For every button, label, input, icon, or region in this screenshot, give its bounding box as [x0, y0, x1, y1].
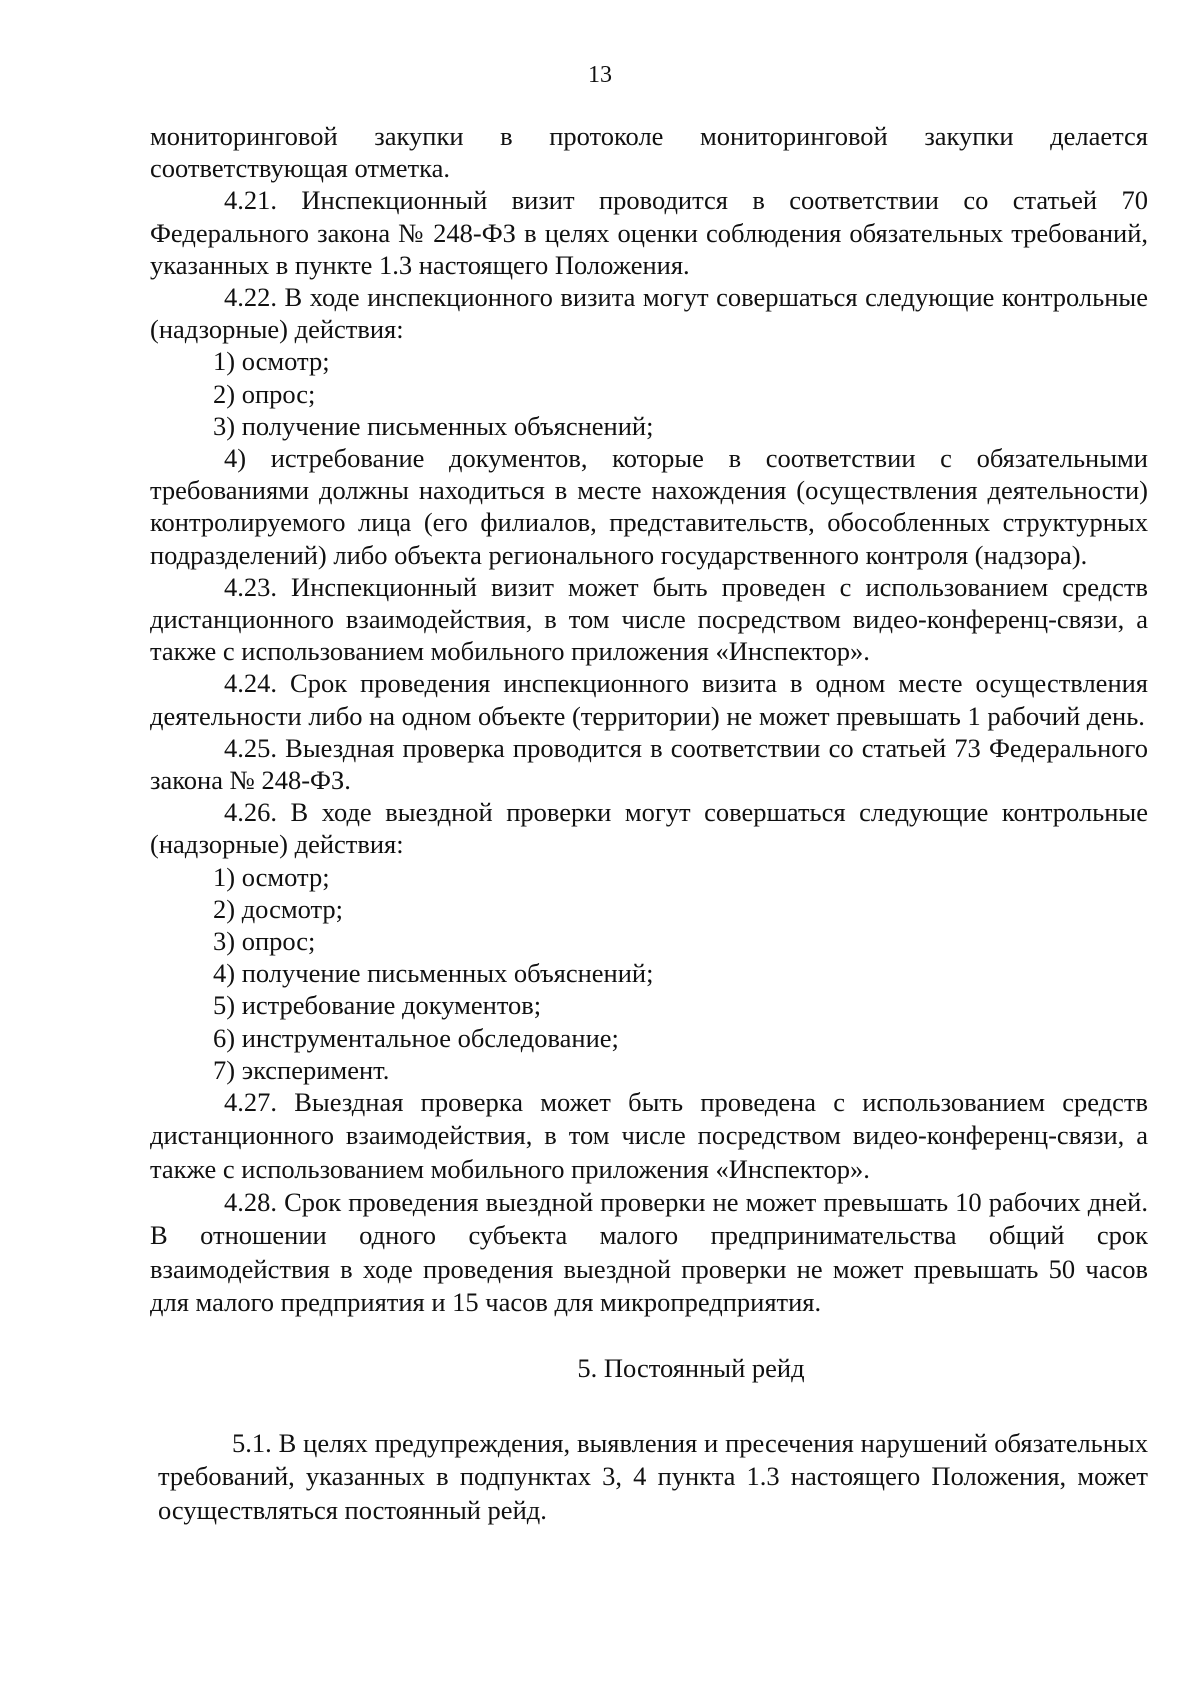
paragraph: 4) истребование документов, которые в соответствии с обязательными требованиями должны находиться в месте нахождения (осуществления деятельности) контролируемого лица (его филиалов, представительств, обособленных структурных подразделений) либо объекта регионального государственного контроля (надзора). [150, 443, 1148, 570]
document-top-section [150, 120, 1148, 1086]
list-item: 1) осмотр; [213, 346, 330, 377]
list-item: 1) осмотр; [213, 861, 330, 892]
continued-paragraph: мониторинговой закупки в протоколе мониторинговой закупки делается соответствующая отметка. [150, 121, 1148, 184]
document-body [150, 120, 1148, 1527]
paragraph: 4.21. Инспекционный визит проводится в соответствии со статьей 70 Федерального закона № 248-ФЗ в целях оценки соблюдения обязательных требований, указанных в пункте 1.3 настоящего Положения. [150, 185, 1148, 280]
paragraph: 4.28. Срок проведения выездной проверки не может превышать 10 рабочих дней. В отношении одного субъекта малого предпринимательства общий срок взаимодействия в ходе проведения выездной проверки не может превышать 50 часов для малого предприятия и 15 часов для микропредприятия. [150, 1186, 1148, 1317]
document-bottom-section [150, 1086, 1148, 1319]
list-item: 3) получение письменных объяснений; [213, 410, 654, 441]
paragraph: 4.24. Срок проведения инспекционного визита в одном месте осуществления деятельности либо на одном объекте (территории) не может превышать 1 рабочий день. [150, 668, 1148, 731]
list-item: 4) получение письменных объяснений; [213, 958, 654, 989]
list-item: 7) эксперимент. [213, 1054, 390, 1085]
paragraph: 4.23. Инспекционный визит может быть проведен с использованием средств дистанционного взаимодействия, в том числе посредством видео-конференц-связи, а также с использованием мобильного приложения «Инспектор». [150, 571, 1148, 667]
section-heading: 5. Постоянный рейд [577, 1353, 805, 1384]
list-item: 6) инструментальное обследование; [213, 1022, 619, 1053]
section-paragraph: 5.1. В целях предупреждения, выявления и пресечения нарушений обязательных требований, указанных в подпунктах 3, 4 пункта 1.3 настоящего Положения, может осуществляться постоянный рейд. [158, 1428, 1148, 1525]
page-number: 13 [588, 62, 612, 88]
paragraph: 4.26. В ходе выездной проверки могут совершаться следующие контрольные (надзорные) действия: [150, 797, 1148, 860]
paragraph: 4.25. Выездная проверка проводится в соответствии со статьей 73 Федерального закона № 248-ФЗ. [150, 732, 1148, 796]
paragraph: 4.27. Выездная проверка может быть проведена с использованием средств дистанционного взаимодействия, в том числе посредством видео-конференц-связи, а также с использованием мобильного приложения «Инспектор». [150, 1087, 1148, 1184]
list-item: 2) опрос; [213, 378, 316, 409]
list-item: 2) досмотр; [213, 893, 344, 924]
paragraph: 4.22. В ходе инспекционного визита могут совершаться следующие контрольные (надзорные) действия: [150, 282, 1148, 345]
list-item: 3) опрос; [213, 926, 316, 957]
list-item: 5) истребование документов; [213, 990, 542, 1021]
